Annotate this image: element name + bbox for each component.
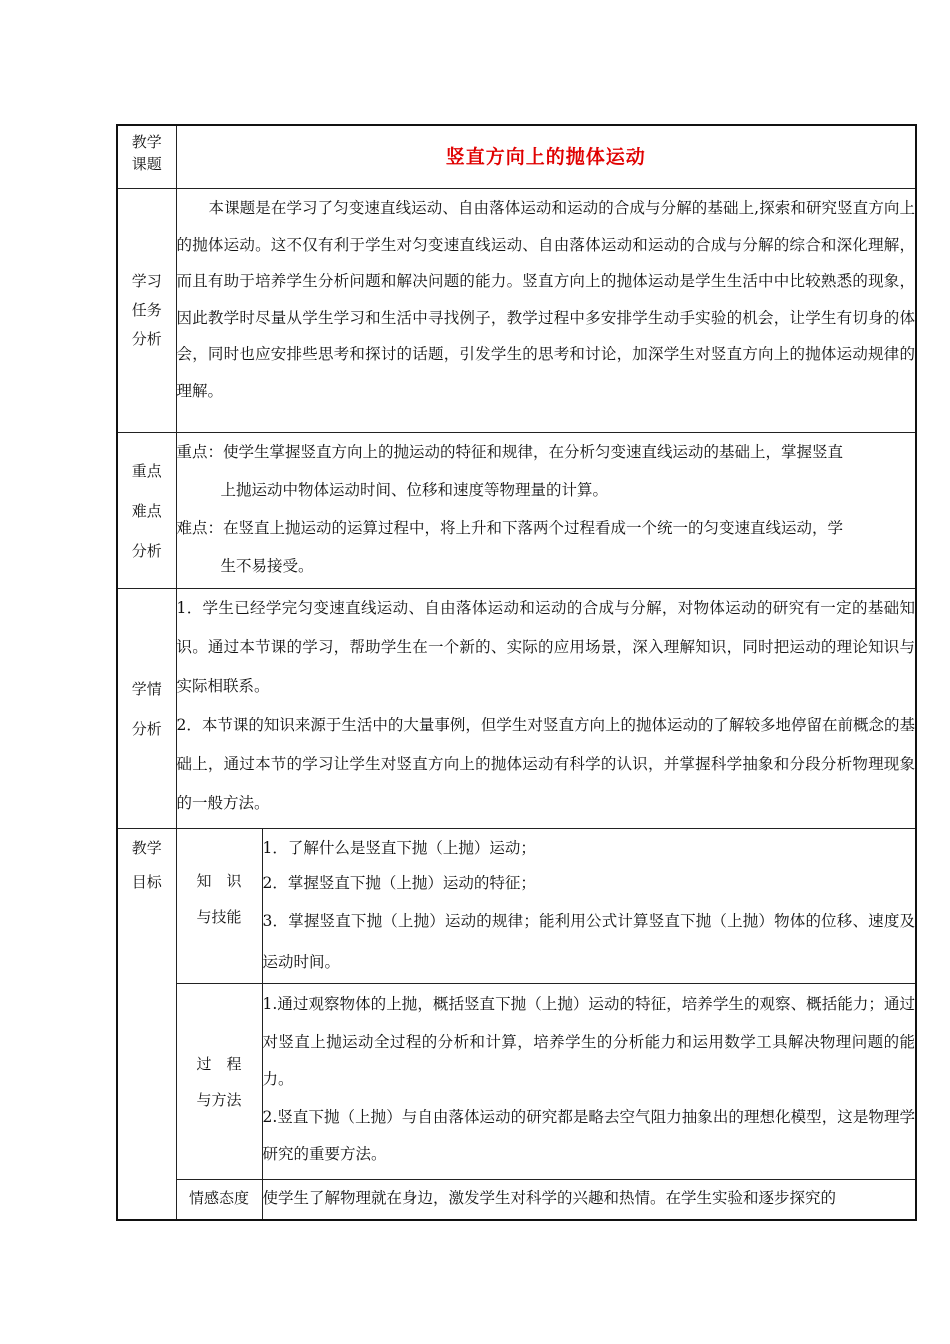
goals-label-cell xyxy=(117,829,176,1220)
task-label-cell xyxy=(117,189,176,433)
process-item-2: 2.竖直下抛（上抛）与自由落体运动的研究都是略去空气阻力抽象出的理想化模型，这是物理学研究的重要方法。 xyxy=(262,1107,916,1163)
knowledge-label-1: 知 识 xyxy=(196,872,242,890)
key-label-cell xyxy=(117,433,176,589)
knowledge-item-2: 2．掌握竖直下抛（上抛）运动的特征； xyxy=(262,874,536,892)
key-points-row xyxy=(117,433,916,589)
task-content-cell xyxy=(176,189,916,433)
difficulty-line-2: 生不易接受。 xyxy=(220,557,314,575)
situation-paragraph-1: 1．学生已经学完匀变速直线运动、自由落体运动和运动的合成与分解，对物体运动的研究有一定的基础知识。通过本节课的学习，帮助学生在一个新的、实际的应用场景，深入理解知识，同时把运动的理论知识与实际相联系。 xyxy=(176,599,916,695)
topic-label-cell xyxy=(117,125,176,189)
key-content-cell xyxy=(176,433,916,589)
knowledge-label-2: 与技能 xyxy=(196,908,242,926)
emotion-label-cell xyxy=(176,1180,262,1220)
key-label-1: 重点 xyxy=(131,461,162,480)
focus-line-1: 重点：使学生掌握竖直方向上的抛运动的特征和规律，在分析匀变速直线运动的基础上，掌握竖直 xyxy=(176,443,844,461)
process-label-2: 与方法 xyxy=(196,1090,242,1109)
task-label-2: 任务 xyxy=(131,301,162,319)
process-content-cell xyxy=(262,984,916,1180)
goals-label-1: 教学 xyxy=(131,839,162,857)
task-label-3: 分析 xyxy=(131,330,162,348)
title-cell xyxy=(176,125,916,189)
topic-label-1: 教学 xyxy=(131,133,162,151)
goals-process-row xyxy=(117,984,916,1180)
knowledge-item-3: 3．掌握竖直下抛（上抛）运动的规律；能利用公式计算竖直下抛（上抛）物体的位移、速度及运动时间。 xyxy=(262,912,916,971)
goals-emotion-row xyxy=(117,1180,916,1220)
situation-label-2: 分析 xyxy=(131,719,162,738)
process-item-1: 1.通过观察物体的上抛，概括竖直下抛（上抛）运动的特征，培养学生的观察、概括能力；通过对竖直上抛运动全过程的分析和计算，培养学生的分析能力和运用数学工具解决物理问题的能力。 xyxy=(262,995,916,1088)
emotion-text: 使学生了解物理就在身边，激发学生对科学的兴趣和热情。在学生实验和逐步探究的 xyxy=(262,1189,837,1207)
emotion-label: 情感态度 xyxy=(188,1189,249,1207)
knowledge-content-cell xyxy=(262,829,916,984)
knowledge-label-cell xyxy=(176,829,262,984)
knowledge-item-1: 1．了解什么是竖直下抛（上抛）运动； xyxy=(262,839,536,857)
task-analysis-row xyxy=(117,189,916,433)
situation-label-cell xyxy=(117,589,176,829)
situation-content-cell xyxy=(176,589,916,829)
situation-row xyxy=(117,589,916,829)
lesson-plan-table xyxy=(116,124,917,1221)
goals-label-2: 目标 xyxy=(131,873,162,891)
process-label-1: 过 程 xyxy=(196,1054,242,1073)
process-label-cell xyxy=(176,984,262,1180)
emotion-content-cell xyxy=(262,1180,916,1220)
topic-label-2: 课题 xyxy=(131,155,162,173)
key-label-3: 分析 xyxy=(131,541,162,560)
situation-paragraph-2: 2．本节课的知识来源于生活中的大量事例，但学生对竖直方向上的抛体运动的了解较多地停留在前概念的基础上，通过本节的学习让学生对竖直方向上的抛体运动有科学的认识，并掌握科学抽象和分段分析物理现象的一般方法。 xyxy=(176,716,916,812)
task-label-1: 学习 xyxy=(131,272,162,290)
task-text: 本课题是在学习了匀变速直线运动、自由落体运动和运动的合成与分解的基础上,探索和研究竖直方向上的抛体运动。这不仅有利于学生对匀变速直线运动、自由落体运动和运动的合成与分解的综合和深化理解，而且有助于培养学生分析问题和解决问题的能力。竖直方向上的抛体运动是学生生活中中比较熟悉的现象，因此教学时尽量从学生学习和生活中寻找例子，教学过程中多安排学生动手实验的机会，让学生有切身的体会，同时也应安排些思考和探讨的话题，引发学生的思考和讨论，加深学生对竖直方向上的抛体运动规律的理解。 xyxy=(176,199,916,400)
lesson-title: 竖直方向上的抛体运动 xyxy=(445,146,646,168)
focus-line-2: 上抛运动中物体运动时间、位移和速度等物理量的计算。 xyxy=(220,481,609,499)
difficulty-line-1: 难点：在竖直上抛运动的运算过程中，将上升和下落两个过程看成一个统一的匀变速直线运动，学 xyxy=(176,519,844,537)
situation-label-1: 学情 xyxy=(131,679,162,698)
key-label-2: 难点 xyxy=(131,501,162,520)
topic-row xyxy=(117,125,916,189)
goals-knowledge-row xyxy=(117,829,916,984)
